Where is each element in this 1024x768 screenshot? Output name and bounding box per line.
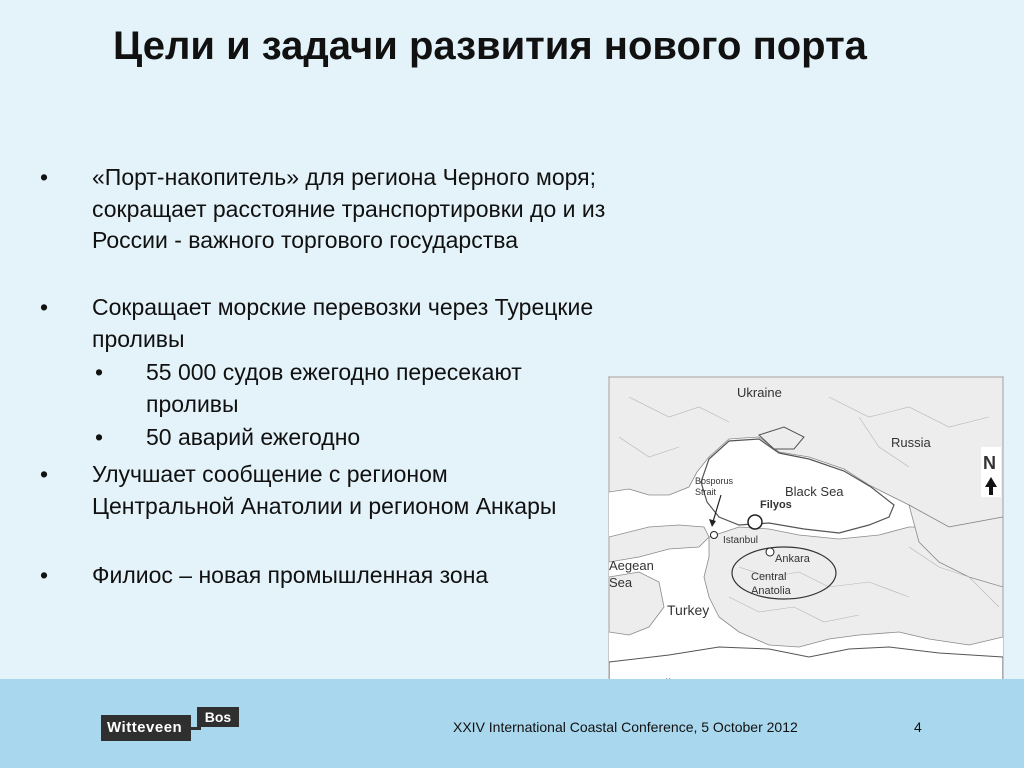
map-drawing xyxy=(609,377,1003,692)
bullet-text: Филиос – новая промышленная зона xyxy=(92,562,489,588)
bullet-item xyxy=(40,292,612,355)
label-istanbul: Istanbul xyxy=(723,535,759,546)
bullet-text: «Порт-накопитель» для региона Черного моря; сокращает расстояние транспортировки до и из России - важного торгового государства xyxy=(92,164,606,253)
label-anatolia: Anatolia xyxy=(751,585,791,597)
label-strait: Strait xyxy=(695,487,717,497)
witteveen-bos-logo xyxy=(101,707,241,741)
bullet-text: 50 аварий ежегодно xyxy=(146,424,361,450)
label-russia: Russia xyxy=(891,435,931,450)
label-ankara: Ankara xyxy=(775,553,810,565)
label-turkey: Turkey xyxy=(667,602,710,618)
slide-title: Цели и задачи развития нового порта xyxy=(113,24,867,68)
logo-sub: Bos xyxy=(197,707,239,727)
bullet-text: Сокращает морские перевозки через Турецкие проливы xyxy=(92,294,594,352)
region-map xyxy=(608,376,1004,693)
bullet-item xyxy=(40,459,592,522)
label-north: N xyxy=(983,453,996,473)
bullet-marker: • xyxy=(40,461,49,487)
bullet-marker: • xyxy=(95,359,104,385)
istanbul-marker xyxy=(711,532,718,539)
bullet-text: Улучшает сообщение с регионом Центральной Анатолии и регионом Анкары xyxy=(92,461,557,519)
bullet-marker: • xyxy=(40,164,49,190)
bullet-text: 55 000 судов ежегодно пересекают проливы xyxy=(146,359,522,417)
bullet-item xyxy=(40,162,662,257)
sub-bullet-item xyxy=(95,422,606,454)
bullet-marker: • xyxy=(40,294,49,320)
label-black-sea: Black Sea xyxy=(785,484,844,499)
logo-main: Witteveen xyxy=(101,715,191,741)
logo-dash xyxy=(191,727,201,730)
filyos-marker xyxy=(748,515,762,529)
page-number: 4 xyxy=(914,719,922,735)
bullet-item xyxy=(40,560,612,592)
label-ukraine: Ukraine xyxy=(737,385,782,400)
label-central: Central xyxy=(751,571,787,583)
conference-footer: XXIV International Coastal Conference, 5 October 2012 xyxy=(453,719,798,735)
label-bosporus: Bosporus xyxy=(695,476,734,486)
label-filyos: Filyos xyxy=(760,499,792,511)
label-aegean: Aegean xyxy=(609,558,654,573)
bullet-marker: • xyxy=(40,562,49,588)
label-aegean-sea: Sea xyxy=(609,575,633,590)
sub-bullet-item xyxy=(95,357,616,420)
bullet-marker: • xyxy=(95,424,104,450)
ankara-marker xyxy=(766,548,774,556)
